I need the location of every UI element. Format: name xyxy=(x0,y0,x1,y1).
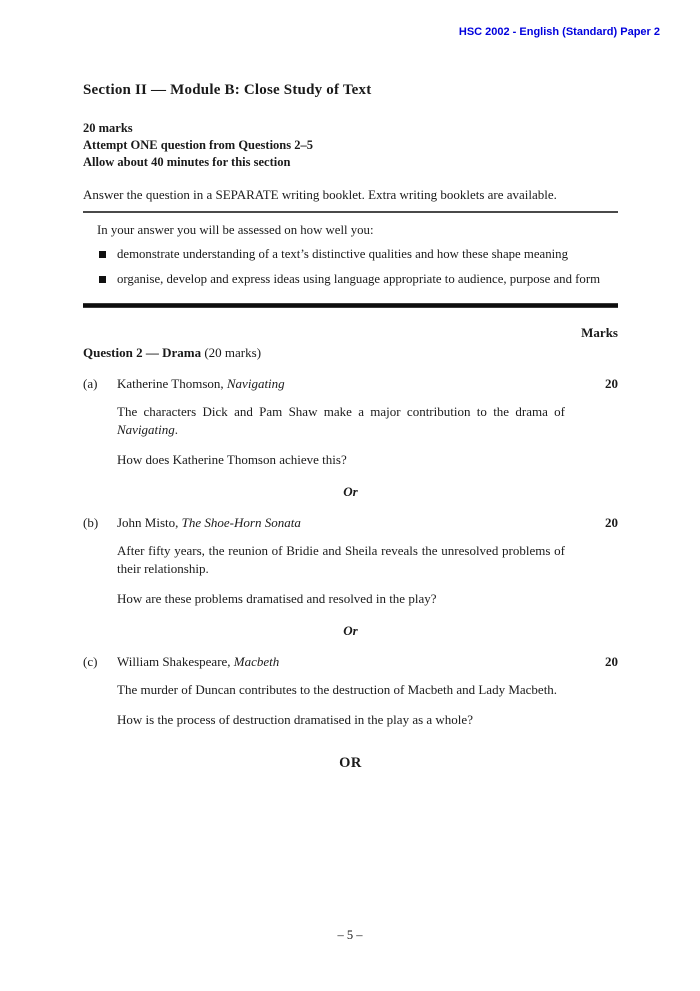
or-separator: Or xyxy=(343,623,358,638)
marks-column-header: Marks xyxy=(581,325,618,340)
statement-text: After fifty years, the reunion of Bridie and Sheila reveals the unresolved problems of their relationship. xyxy=(117,543,565,576)
bullet-square-icon xyxy=(99,251,106,258)
instruction-line-attempt: Attempt ONE question from Questions 2–5 xyxy=(83,138,313,152)
assessment-bullet-text: organise, develop and express ideas using language appropriate to audience, purpose and form xyxy=(117,272,601,286)
part-author: Katherine Thomson, xyxy=(117,376,227,391)
assessment-bullet-text: demonstrate understanding of a text’s distinctive qualities and how these shape meaning xyxy=(117,247,568,261)
part-title xyxy=(117,654,605,670)
assessment-bullet-row xyxy=(97,270,608,288)
question-part-header-b xyxy=(83,515,618,531)
horizontal-rule-bottom xyxy=(83,303,618,308)
question-part-header-c xyxy=(83,654,618,670)
part-author: John Misto, xyxy=(117,515,182,530)
part-question: How does Katherine Thomson achieve this? xyxy=(117,452,347,467)
statement-italic-text: Navigating xyxy=(117,422,175,437)
part-marks-value: 20 xyxy=(605,376,618,391)
part-marks-value: 20 xyxy=(605,654,618,669)
assessment-box xyxy=(83,213,618,294)
part-work-title: Macbeth xyxy=(233,654,280,669)
part-statement xyxy=(117,681,565,699)
assessment-bullet-row xyxy=(97,245,608,263)
instruction-line-marks: 20 marks xyxy=(83,121,133,135)
part-statement xyxy=(117,542,565,578)
part-marks-value: 20 xyxy=(605,515,618,530)
part-label: (b) xyxy=(83,515,99,530)
question-title-suffix: (20 marks) xyxy=(201,345,262,360)
question-part-header-a xyxy=(83,376,618,392)
part-work-title: Navigating xyxy=(226,376,285,391)
question-title-bold: Question 2 — Drama xyxy=(83,345,202,360)
or-separator: Or xyxy=(343,484,358,499)
part-title xyxy=(117,376,605,392)
part-question: How are these problems dramatised and resolved in the play? xyxy=(117,591,437,606)
part-label: (a) xyxy=(83,376,98,391)
part-label: (c) xyxy=(83,654,98,669)
bullet-square-icon xyxy=(99,276,106,283)
instruction-line-time: Allow about 40 minutes for this section xyxy=(83,155,291,169)
page-number: – 5 – xyxy=(337,928,363,942)
page-content xyxy=(0,82,700,772)
part-title xyxy=(117,515,605,531)
answer-note: Answer the question in a SEPARATE writing booklet. Extra writing booklets are available. xyxy=(83,187,557,202)
assessment-intro: In your answer you will be assessed on how well you: xyxy=(97,223,374,237)
document-header: HSC 2002 - English (Standard) Paper 2 xyxy=(458,26,660,38)
or-final-separator: OR xyxy=(339,755,362,771)
statement-end-text: . xyxy=(174,422,179,437)
part-work-title: The Shoe-Horn Sonata xyxy=(181,515,301,530)
question-title xyxy=(83,345,618,361)
statement-text: The characters Dick and Pam Shaw make a major contribution to the drama of xyxy=(117,404,565,419)
statement-text: The murder of Duncan contributes to the destruction of Macbeth and Lady Macbeth. xyxy=(117,682,558,697)
part-statement xyxy=(117,403,565,439)
part-author: William Shakespeare, xyxy=(117,654,234,669)
section-instructions xyxy=(83,120,618,171)
part-question: How is the process of destruction dramatised in the play as a whole? xyxy=(117,712,473,727)
section-title: Section II — Module B: Close Study of Text xyxy=(83,82,372,98)
